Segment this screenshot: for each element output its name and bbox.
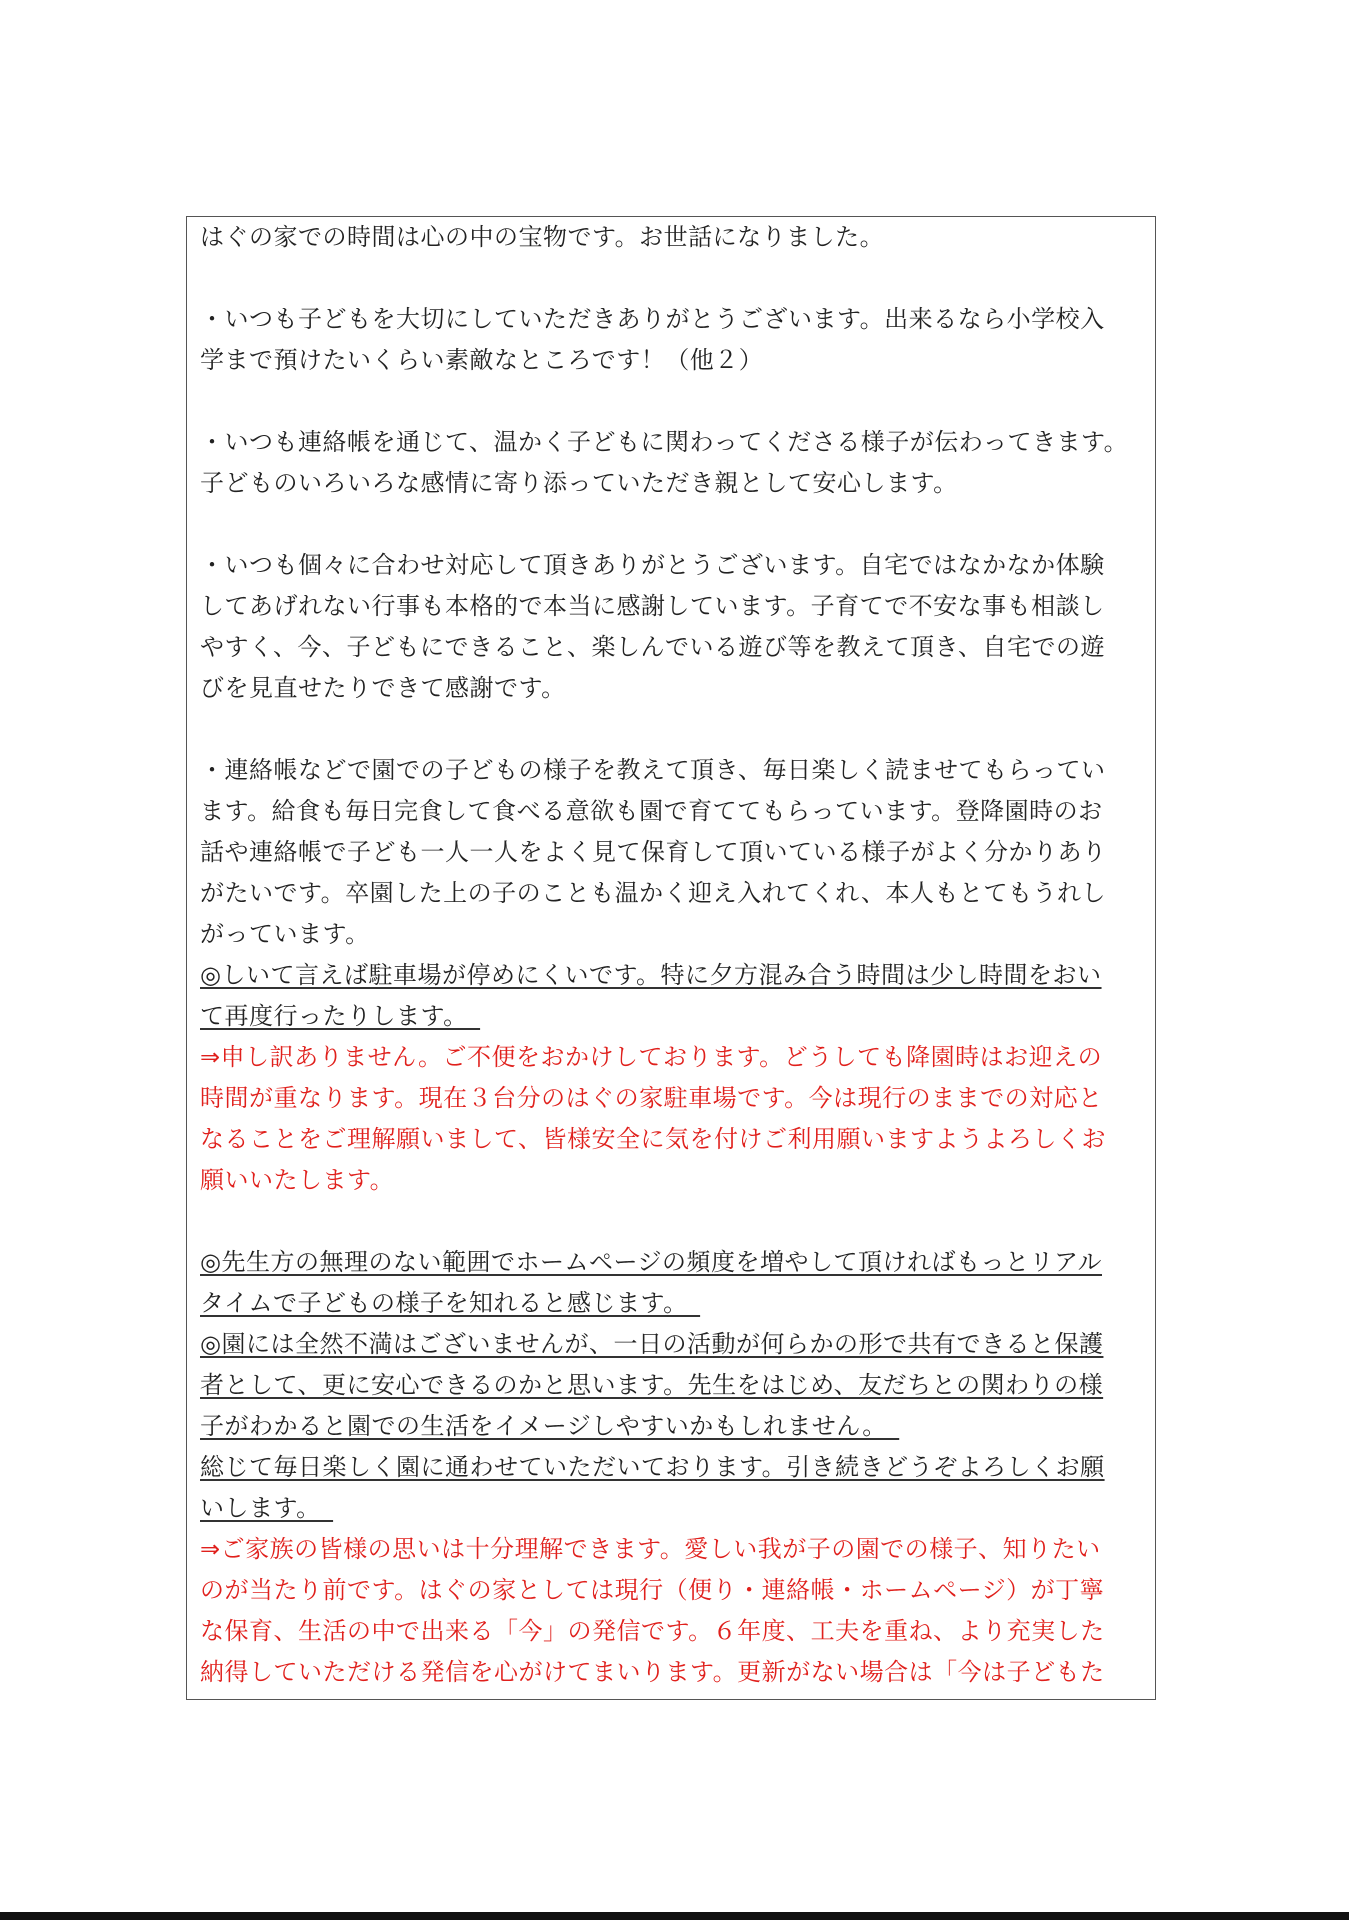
blank-line (200, 381, 1143, 422)
comment-line: ・いつも連絡帳を通じて、温かく子どもに関わってくださる様子が伝わってきます。 (200, 428, 1129, 456)
comment-line: はぐの家での時間は心の中の宝物です。お世話になりました。 (200, 223, 885, 251)
comment-line: ・いつも子どもを大切にしていただきありがとうございます。出来るなら小学校入 (200, 305, 1105, 333)
response-line: ⇒ご家族の皆様の思いは十分理解できます。愛しい我が子の園での様子、知りたい (200, 1535, 1101, 1563)
response-line: な保育、生活の中で出来る「今」の発信です。６年度、工夫を重ね、より充実した (200, 1617, 1105, 1645)
comment-line: 子どものいろいろな感情に寄り添っていただき親として安心します。 (200, 469, 958, 497)
bottom-edge-bar (0, 1912, 1349, 1920)
underlined-comment-line (200, 1365, 1143, 1406)
underlined-comment-line (200, 1242, 1143, 1283)
comment-line: びを見直せたりできて感謝です。 (200, 674, 566, 702)
document-text-box (186, 216, 1156, 1700)
comment-line: 話や連絡帳で子ども一人一人をよく見て保育して頂いている様子がよく分かりあり (200, 838, 1107, 866)
blank-line (200, 709, 1143, 750)
underlined-text: タイムで子どもの様子を知れると感じます。 (200, 1289, 701, 1317)
response-line: なることをご理解願いまして、皆様安全に気を付けご利用願いますようよろしくお (200, 1125, 1107, 1153)
underlined-text: いします。 (200, 1494, 334, 1522)
comment-line: ・いつも個々に合わせ対応して頂きありがとうございます。自宅ではなかなか体験 (200, 551, 1105, 579)
comment-line: してあげれない行事も本格的で本当に感謝しています。子育てで不安な事も相談し (200, 592, 1105, 620)
comment-line: ます。給食も毎日完食して食べる意欲も園で育ててもらっています。登降園時のお (200, 797, 1103, 825)
underlined-text: 総じて毎日楽しく園に通わせていただいております。引き続きどうぞよろしくお願 (200, 1453, 1105, 1481)
response-line: 納得していただける発信を心がけてまいります。更新がない場合は「今は子どもた (200, 1658, 1105, 1686)
response-line: 願いいたします。 (200, 1166, 395, 1194)
underlined-comment-line (200, 1283, 1143, 1324)
blank-line (200, 1201, 1143, 1242)
underlined-comment-line (200, 1324, 1143, 1365)
underlined-text: 者として、更に安心できるのかと思います。先生をはじめ、友だちとの関わりの様 (200, 1371, 1104, 1399)
underlined-comment-line (200, 1447, 1143, 1488)
comment-line: ・連絡帳などで園での子どもの様子を教えて頂き、毎日楽しく読ませてもらってい (200, 756, 1106, 784)
comment-line: がたいです。卒園した上の子のことも温かく迎え入れてくれ、本人もとてもうれし (200, 879, 1107, 907)
underlined-text: 子がわかると園での生活をイメージしやすいかもしれません。 (200, 1412, 900, 1440)
blank-line (200, 258, 1143, 299)
comment-line: がっています。 (200, 920, 370, 948)
underlined-text: て再度行ったりします。 (200, 1002, 481, 1030)
underlined-text: ◎しいて言えば駐車場が停めにくいです。特に夕方混み合う時間は少し時間をおい (200, 961, 1102, 989)
response-line: のが当たり前です。はぐの家としては現行（便り・連絡帳・ホームページ）が丁寧 (200, 1576, 1105, 1604)
comment-line: 学まで預けたいくらい素敵なところです！（他２） (200, 346, 764, 374)
underlined-comment-line (200, 1488, 1143, 1529)
response-line: 時間が重なります。現在３台分のはぐの家駐車場です。今は現行のままでの対応と (200, 1084, 1103, 1112)
blank-line (200, 504, 1143, 545)
underlined-text: ◎園には全然不満はございませんが、一日の活動が何らかの形で共有できると保護 (200, 1330, 1104, 1358)
underlined-comment-line (200, 1406, 1143, 1447)
response-line: ⇒申し訳ありません。ご不便をおかけしております。どうしても降園時はお迎えの (200, 1043, 1103, 1071)
comment-line: やすく、今、子どもにできること、楽しんでいる遊び等を教えて頂き、自宅での遊 (200, 633, 1106, 661)
underlined-comment-line (200, 996, 1143, 1037)
underlined-text: ◎先生方の無理のない範囲でホームページの頻度を増やして頂ければもっとリアル (200, 1248, 1102, 1276)
underlined-comment-line (200, 955, 1143, 996)
